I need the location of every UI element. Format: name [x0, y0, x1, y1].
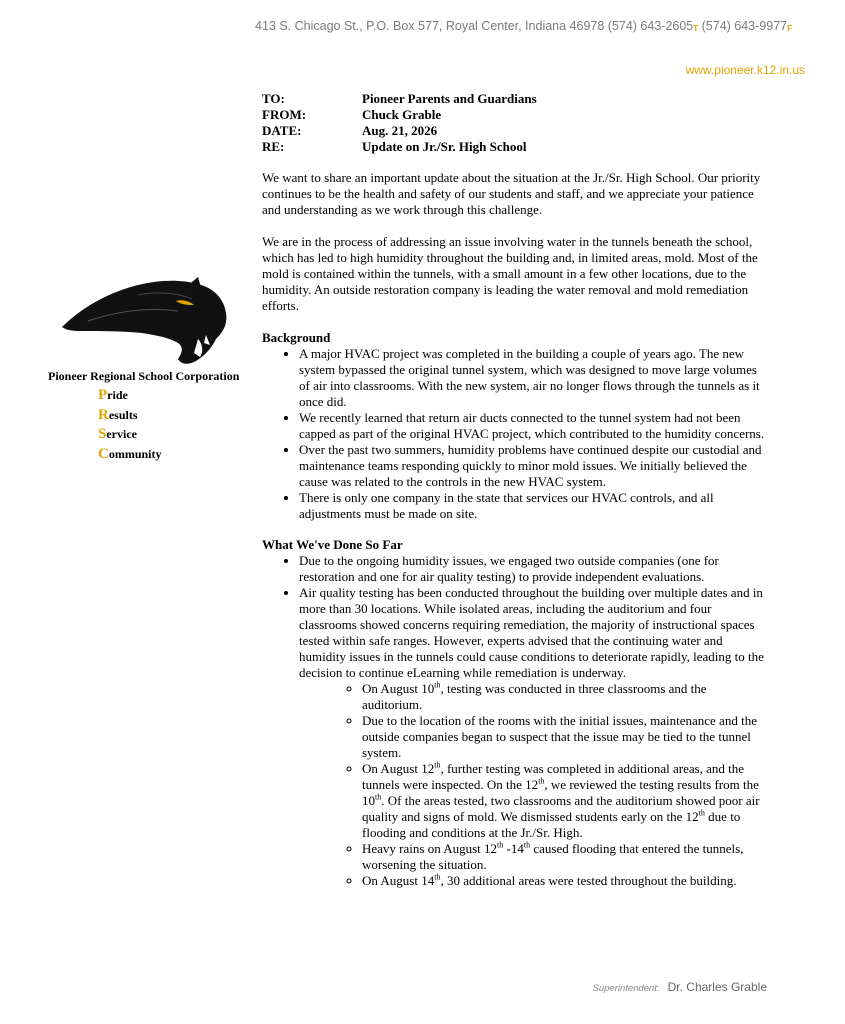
intro-paragraph-2: We are in the process of addressing an issue involving water in the tunnels beneath the school, which has led to high humidity throughout the building and, in limited areas, mold. Most of the mold is contained within the tunnels, with a small amount in a few other locations, due to the humidity. An outside restoration company is leading the water removal and mold remediation efforts.	[262, 234, 758, 313]
website-link[interactable]: www.pioneer.k12.in.us	[685, 63, 805, 77]
done-heading: What We've Done So Far	[262, 537, 403, 552]
memo-re-row	[262, 139, 537, 155]
timeline-item: ◦ On August 12th, further testing was completed in additional areas, and the tunnels were inspected. On the 12th, we reviewed the testing results from the 10th. Of the areas tested, two classrooms and the auditorium showed poor air quality and signs of mold. We dismissed students early on the 12th due to flooding and conditions at the Jr./Sr. High.	[362, 761, 767, 841]
school-corporation-name: Pioneer Regional School Corporation	[48, 369, 240, 383]
memo-from-value: Chuck Grable	[362, 107, 442, 122]
letterhead-address	[255, 19, 792, 33]
phone-marker: T	[693, 24, 699, 33]
value-item: Service	[98, 426, 137, 442]
timeline-item: ◦ On August 14th, 30 additional areas were tested throughout the building.	[362, 873, 767, 889]
intro-paragraph-1: We want to share an important update about the situation at the Jr./Sr. High School. Our priority continues to be the health and safety of our students and staff, and we appreciate your patience and understanding as we work through this challenge.	[262, 170, 761, 217]
address-text: 413 S. Chicago St., P.O. Box 577, Royal Center, Indiana 46978 (574) 643-2605	[255, 19, 694, 33]
fax-text: (574) 643-9977	[698, 19, 788, 33]
memo-re-value: Update on Jr./Sr. High School	[362, 139, 527, 154]
list-item: • A major HVAC project was completed in the building a couple of years ago. The new system bypassed the original tunnel system, which was designed to move large volumes of air into classrooms. With the new system, air no longer flows through the tunnels as it once did.	[299, 346, 767, 410]
signature-name: Dr. Charles Grable	[667, 980, 767, 994]
list-item-text: Air quality testing has been conducted throughout the building over multiple dates and in more than 30 locations. While isolated areas, including the auditorium and four classrooms showed concerns requiring remediation, the majority of instructional spaces tested within safe ranges. However, experts advised that the continuing water and humidity issues in the tunnels could cause conditions to deteriorate rapidly, leading to the decision to continue eLearning while remediation is underway.	[299, 585, 764, 680]
list-item	[299, 585, 767, 889]
memo-date-value: Aug. 21, 2026	[362, 123, 438, 138]
panther-logo-icon	[58, 275, 233, 367]
memo-date-row	[262, 123, 537, 139]
core-values-list	[98, 386, 162, 464]
signature-label: Superintendent:	[592, 983, 660, 994]
value-item: Results	[98, 406, 138, 423]
memo-from-row	[262, 107, 537, 123]
timeline-item: ◦ Heavy rains on August 12th -14th caused flooding that entered the tunnels, worsening the situation.	[362, 841, 767, 873]
memo-re-label: RE:	[262, 139, 285, 154]
value-item: Community	[98, 445, 162, 462]
memo-to-row	[262, 91, 537, 107]
signature-footer	[593, 980, 767, 994]
background-list	[262, 346, 767, 522]
memo-from-label: FROM:	[262, 107, 307, 122]
memo-header	[262, 91, 537, 155]
memo-to-value: Pioneer Parents and Guardians	[362, 91, 537, 106]
timeline-item: ◦ Due to the location of the rooms with the initial issues, maintenance and the outside companies began to suspect that the issue may be tied to the tunnel system.	[362, 713, 767, 761]
timeline-list	[299, 681, 767, 889]
letter-body	[262, 170, 767, 904]
memo-date-label: DATE:	[262, 123, 302, 138]
list-item: • Over the past two summers, humidity problems have continued despite our custodial and maintenance teams responding quickly to minor mold issues. We initially believed the cause was related to the controls in the new HVAC system.	[299, 442, 767, 490]
list-item: • There is only one company in the state that services our HVAC controls, and all adjustments must be made on site.	[299, 490, 767, 522]
memo-to-label: TO:	[262, 91, 285, 106]
timeline-item: ◦ On August 10th, testing was conducted in three classrooms and the auditorium.	[362, 681, 767, 713]
list-item: • Due to the ongoing humidity issues, we engaged two outside companies (one for restoration and one for air quality testing) to provide independent evaluations.	[299, 553, 767, 585]
background-heading: Background	[262, 330, 331, 345]
fax-marker: F	[787, 24, 792, 33]
value-item: Pride	[98, 387, 128, 403]
list-item: • We recently learned that return air ducts connected to the tunnel system had not been capped as part of the original HVAC project, which contributed to the humidity concerns.	[299, 410, 767, 442]
done-list	[262, 553, 767, 889]
